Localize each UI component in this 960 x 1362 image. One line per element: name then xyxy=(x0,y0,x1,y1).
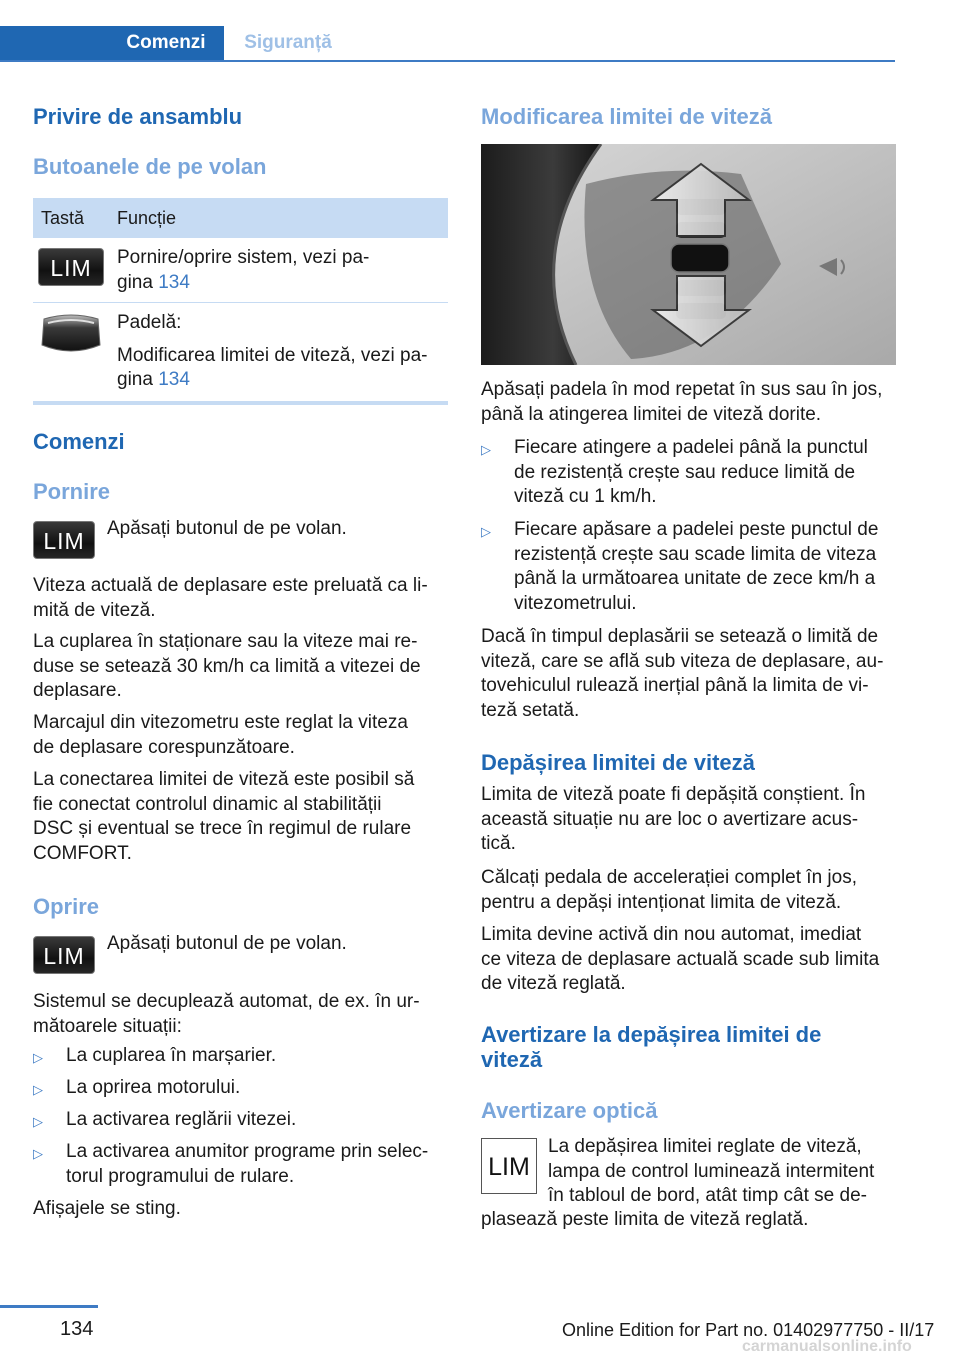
triangle-bullet-icon: ▷ xyxy=(481,524,491,539)
paragraph: Călcați pedala de accelerației complet în jos, pentru a depăși intenționat limita de viteză. xyxy=(481,867,857,913)
table-row xyxy=(33,238,448,303)
lim-button-icon: LIM xyxy=(38,248,104,286)
start-instruction: Apăsați butonul de pe volan. xyxy=(107,518,347,539)
paragraph: La cuplarea în staționare sau la viteze mai re- duse se setează 30 km/h ca limită a vitezei de deplasare. xyxy=(33,631,421,701)
heading-optical-warning: Avertizare optică xyxy=(481,1098,658,1123)
list-item: ▷ Fiecare atingere a padelei până la punctul de rezistență crește sau reduce limită de viteză cu 1 km/h. xyxy=(481,437,868,507)
page-link[interactable]: 134 xyxy=(158,271,190,293)
paragraph: Limita devine activă din nou automat, imediat ce viteza de deplasare actuală scade sub limita de viteză reglată. xyxy=(481,924,880,994)
triangle-bullet-icon: ▷ xyxy=(33,1114,43,1129)
edition-note: Online Edition for Part no. 01402977750 - II/17 xyxy=(562,1320,935,1340)
triangle-bullet-icon: ▷ xyxy=(481,442,491,457)
list-item: ▷ La activarea reglării vitezei. xyxy=(33,1108,448,1133)
lim-indicator-lamp-icon: LIM xyxy=(481,1138,537,1194)
paragraph: plasează peste limita de viteză reglată. xyxy=(481,1209,809,1230)
table-header-key: Tastă xyxy=(41,208,85,228)
paragraph: La depășirea limitei reglate de viteză, lampa de control luminează intermitent în tabloul de bord, atât timp cât se de- xyxy=(548,1136,875,1206)
steering-wheel-paddle-illustration xyxy=(481,144,896,365)
heading-overview: Privire de ansamblu xyxy=(33,104,243,129)
heading-start: Pornire xyxy=(33,479,111,504)
heading-modify-limit: Modificarea limitei de viteză xyxy=(481,104,772,129)
triangle-bullet-icon: ▷ xyxy=(33,1050,43,1065)
paragraph: Apăsați padela în mod repetat în sus sau în jos, până la atingerea limitei de viteză dorite. xyxy=(481,379,883,425)
tab-siguranta[interactable]: Siguranță xyxy=(244,32,332,53)
footer-rule xyxy=(0,1305,98,1308)
heading-stop: Oprire xyxy=(33,894,100,919)
tab-comenzi[interactable]: Comenzi xyxy=(108,26,224,60)
triangle-bullet-icon: ▷ xyxy=(33,1146,43,1161)
list-item: ▷ La activarea anumitor programe prin selec- torul programului de rulare. xyxy=(33,1141,429,1187)
table-bottom-rule xyxy=(33,401,448,405)
steering-wheel-photo xyxy=(481,144,896,365)
paragraph: Marcajul din vitezometru este reglat la viteza de deplasare corespunzătoare. xyxy=(33,712,408,758)
heading-exceed-limit: Depășirea limitei de viteză xyxy=(481,750,755,775)
triangle-bullet-icon: ▷ xyxy=(33,1082,43,1097)
table-cell-function: Padelă: Modificarea limitei de viteză, vezi pa- gina 134 xyxy=(117,312,428,390)
heading-steering-buttons: Butoanele de pe volan xyxy=(33,154,267,179)
page-number: 134 xyxy=(60,1318,94,1340)
lim-button-icon: LIM xyxy=(33,521,95,559)
paragraph: Limita de viteză poate fi depășită conștient. În această situație nu are loc o avertizare acus- tică. xyxy=(481,784,866,854)
tab-bar-accent xyxy=(0,26,108,60)
table-header xyxy=(33,198,448,238)
list-item: ▷ Fiecare apăsare a padelei peste punctul de rezistență crește sau scade limita de viteza până la următoarea unitate de zece km/h a vitezometrului. xyxy=(481,519,879,614)
buttons-table xyxy=(33,198,448,400)
stop-instruction: Apăsați butonul de pe volan. xyxy=(107,933,347,954)
heading-speed-warning: Avertizare la depășirea limitei de viteză xyxy=(481,1022,822,1072)
heading-controls: Comenzi xyxy=(33,429,125,454)
tab-bar-underline xyxy=(0,60,895,62)
paragraph: Afișajele se sting. xyxy=(33,1198,181,1219)
table-cell-function: Pornire/oprire sistem, vezi pa- gina 134 xyxy=(117,247,370,293)
paragraph: La conectarea limitei de viteză este posibil să fie conectat controlul dinamic al stabilității DSC și eventual se trece în regimul de rulare COMFORT. xyxy=(33,769,415,864)
paragraph: Dacă în timpul deplasării se setează o limită de viteză, care se află sub viteza de deplasare, au- tovehiculul rulează inerțial până la limita de vi- teză setată. xyxy=(481,626,884,721)
section-tab-bar xyxy=(0,26,895,62)
paragraph: Sistemul se decuplează automat, de ex. în ur- mătoarele situații: xyxy=(33,991,420,1037)
lim-button-icon: LIM xyxy=(33,936,95,974)
page-link[interactable]: 134 xyxy=(158,369,190,390)
watermark: carmanualsonline.info xyxy=(742,1338,912,1355)
table-row xyxy=(33,303,448,400)
list-item: ▷ La cuplarea în marșarier. xyxy=(33,1044,448,1069)
list-item: ▷ La oprirea motorului. xyxy=(33,1076,448,1101)
paragraph: Viteza actuală de deplasare este preluată ca li- mită de viteză. xyxy=(33,575,428,621)
paddle-icon xyxy=(38,313,104,355)
table-header-function: Funcție xyxy=(117,208,177,228)
